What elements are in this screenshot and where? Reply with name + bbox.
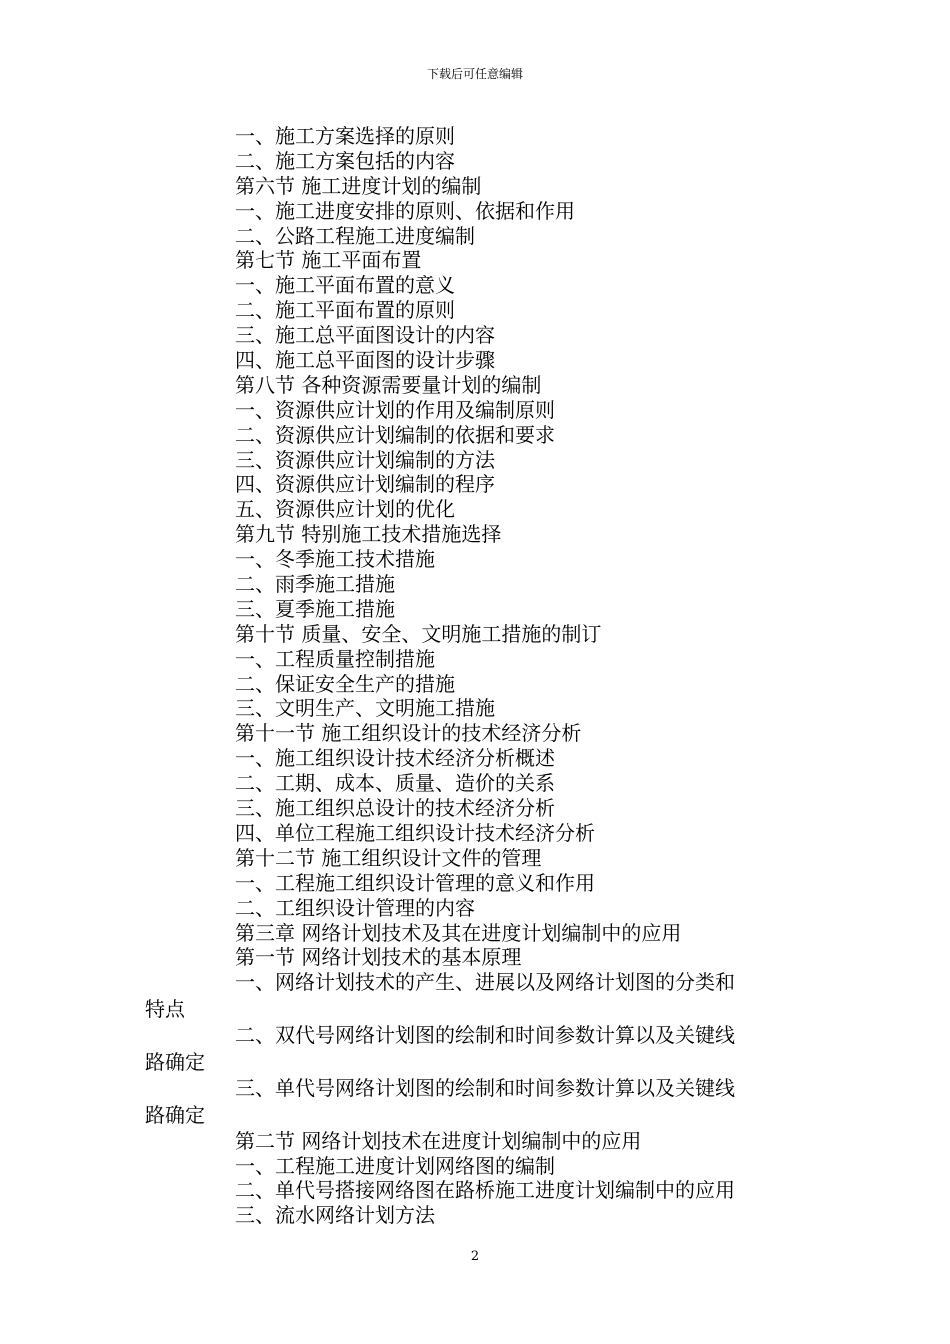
outline-line: 三、施工总平面图设计的内容 (235, 323, 495, 348)
outline-line: 第一节 网络计划技术的基本原理 (235, 945, 522, 970)
outline-line: 一、资源供应计划的作用及编制原则 (235, 397, 555, 422)
outline-line: 二、公路工程施工进度编制 (235, 223, 475, 248)
outline-line: 三、流水网络计划方法 (235, 1203, 435, 1228)
outline-line: 二、单代号搭接网络图在路桥施工进度计划编制中的应用 (235, 1178, 735, 1203)
outline-line: 二、施工平面布置的原则 (235, 298, 455, 323)
outline-line: 二、雨季施工措施 (235, 572, 395, 597)
wrapped-outline-entry (145, 1076, 815, 1128)
page-header: 下载后可任意编辑 (426, 67, 523, 81)
outline-line: 第十节 质量、安全、文明施工措施的制订 (235, 621, 602, 646)
outline-line: 第七节 施工平面布置 (235, 248, 422, 273)
wrapped-line-first: 三、单代号网络计划图的绘制和时间参数计算以及关键线 (235, 1075, 735, 1100)
outline-line: 第八节 各种资源需要量计划的编制 (235, 372, 542, 397)
outline-line: 一、施工方案选择的原则 (235, 124, 455, 148)
outline-line: 二、工期、成本、质量、造价的关系 (235, 771, 555, 796)
page-number: 2 (470, 1249, 480, 1264)
outline-line: 二、工组织设计管理的内容 (235, 895, 475, 920)
outline-line: 三、文明生产、文明施工措施 (235, 696, 495, 721)
wrapped-line-continuation: 特点 (145, 997, 185, 1022)
outline-line: 三、施工组织总设计的技术经济分析 (235, 796, 555, 821)
outline-line: 二、施工方案包括的内容 (235, 148, 455, 173)
outline-line: 第十一节 施工组织设计的技术经济分析 (235, 721, 582, 746)
outline-line: 一、工程质量控制措施 (235, 646, 435, 671)
outline-line: 第二节 网络计划技术在进度计划编制中的应用 (235, 1128, 642, 1153)
outline-line: 五、资源供应计划的优化 (235, 497, 455, 522)
outline-list (145, 124, 815, 970)
outline-line: 二、保证安全生产的措施 (235, 671, 455, 696)
wrapped-line-continuation: 路确定 (145, 1049, 205, 1074)
outline-line: 第十二节 施工组织设计文件的管理 (235, 845, 542, 870)
outline-line: 一、工程施工组织设计管理的意义和作用 (235, 870, 595, 895)
wrapped-line-first: 二、双代号网络计划图的绘制和时间参数计算以及关键线 (235, 1023, 735, 1048)
outline-line: 一、工程施工进度计划网络图的编制 (235, 1153, 555, 1178)
wrapped-line-first: 一、网络计划技术的产生、进展以及网络计划图的分类和 (235, 970, 735, 995)
outline-line: 一、冬季施工技术措施 (235, 547, 435, 572)
outline-line: 一、施工组织设计技术经济分析概述 (235, 746, 555, 771)
outline-line: 三、夏季施工措施 (235, 596, 395, 621)
document-body (145, 124, 815, 1228)
outline-list-continued (145, 1129, 815, 1229)
outline-line: 一、施工进度安排的原则、依据和作用 (235, 198, 575, 223)
outline-line: 四、资源供应计划编制的程序 (235, 472, 495, 497)
outline-line: 二、资源供应计划编制的依据和要求 (235, 422, 555, 447)
outline-line: 四、施工总平面图的设计步骤 (235, 348, 495, 373)
outline-line: 四、单位工程施工组织设计技术经济分析 (235, 820, 595, 845)
outline-line: 三、资源供应计划编制的方法 (235, 447, 495, 472)
outline-line: 第三章 网络计划技术及其在进度计划编制中的应用 (235, 920, 682, 945)
outline-line: 第六节 施工进度计划的编制 (235, 173, 482, 198)
outline-line: 一、施工平面布置的意义 (235, 273, 455, 298)
wrapped-outline-entry (145, 1023, 815, 1075)
wrapped-entries (145, 970, 815, 1127)
wrapped-line-continuation: 路确定 (145, 1102, 205, 1127)
outline-line: 第九节 特别施工技术措施选择 (235, 522, 502, 547)
wrapped-outline-entry (145, 970, 815, 1022)
